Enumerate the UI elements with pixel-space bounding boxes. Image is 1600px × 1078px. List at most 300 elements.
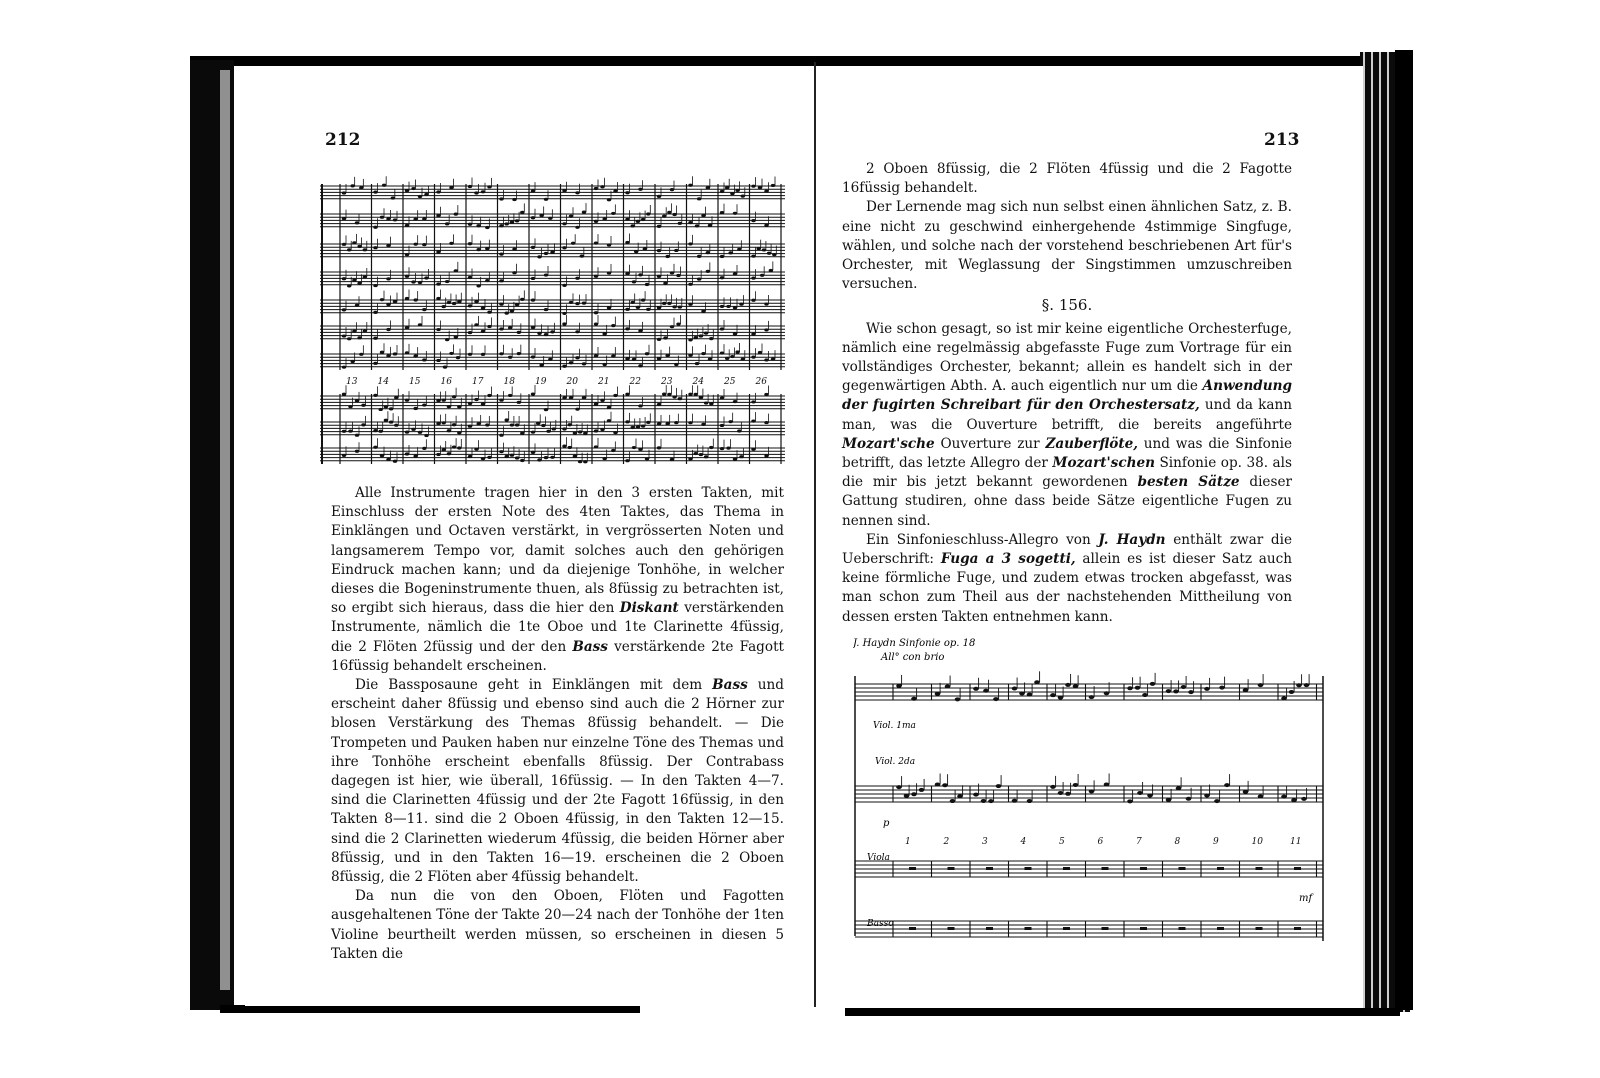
note-head bbox=[510, 221, 514, 224]
note-head bbox=[1166, 798, 1172, 802]
note-head bbox=[704, 332, 708, 335]
note-head bbox=[706, 270, 710, 273]
note-head bbox=[452, 395, 456, 398]
note-head bbox=[751, 185, 755, 188]
page-number: 212 bbox=[325, 130, 361, 150]
note-head bbox=[625, 272, 629, 275]
note-head bbox=[411, 280, 415, 283]
example-tempo: All° con brio bbox=[881, 652, 945, 663]
note-head bbox=[512, 271, 516, 274]
haydn-music-example bbox=[853, 636, 1333, 966]
note-head bbox=[706, 251, 710, 254]
note-head bbox=[474, 323, 478, 326]
paragraph bbox=[331, 676, 784, 887]
note-head bbox=[468, 223, 472, 226]
note-head bbox=[600, 399, 604, 402]
emphasis-run: Mozart'sche bbox=[842, 435, 935, 452]
measure-number: 23 bbox=[661, 377, 673, 387]
note-head bbox=[394, 424, 398, 427]
note-head bbox=[688, 393, 692, 396]
note-head bbox=[393, 218, 397, 221]
note-head bbox=[517, 401, 521, 404]
note-head bbox=[957, 794, 963, 798]
note-head bbox=[413, 455, 417, 458]
note-head bbox=[1289, 690, 1295, 694]
note-head bbox=[594, 354, 598, 357]
note-head bbox=[632, 446, 636, 449]
note-head bbox=[950, 799, 956, 803]
note-head bbox=[468, 304, 472, 307]
text-run: und da kann man, was die Ouverture betrifft, die bereits angeführte bbox=[842, 397, 1292, 433]
note-head bbox=[442, 448, 446, 451]
measure-number: 15 bbox=[409, 377, 421, 387]
note-head bbox=[531, 431, 535, 434]
note-head bbox=[764, 190, 768, 193]
note-head bbox=[583, 460, 587, 463]
note-head bbox=[594, 445, 598, 448]
note-head bbox=[720, 305, 724, 308]
measure-number: 10 bbox=[1251, 837, 1263, 847]
paragraph bbox=[842, 531, 1292, 627]
note-head bbox=[751, 219, 755, 222]
note-head bbox=[613, 394, 617, 397]
text-run: 2 Oboen 8füssig, die 2 Flöten 4füssig und die 2 Fagotte 16füssig behandelt. bbox=[842, 161, 1292, 197]
note-head bbox=[386, 458, 390, 461]
note-head bbox=[762, 248, 766, 251]
note-head bbox=[550, 456, 554, 459]
note-head bbox=[411, 187, 415, 190]
note-head bbox=[452, 302, 456, 305]
rest bbox=[948, 927, 955, 930]
note-head bbox=[1058, 696, 1064, 700]
note-head bbox=[342, 366, 346, 369]
rest bbox=[1256, 927, 1263, 930]
note-head bbox=[405, 253, 409, 256]
note-head bbox=[697, 277, 701, 280]
measure-number: 5 bbox=[1059, 837, 1065, 847]
note-head bbox=[611, 449, 615, 452]
note-head bbox=[389, 407, 393, 410]
measure-number: 22 bbox=[629, 377, 641, 387]
note-head bbox=[709, 446, 713, 449]
note-head bbox=[645, 352, 649, 355]
text-run: verstärkende 2te Fagott 16füssig behandelt erscheinen. bbox=[331, 638, 784, 674]
note-head bbox=[436, 214, 440, 217]
note-head bbox=[393, 300, 397, 303]
note-head bbox=[636, 306, 640, 309]
note-head bbox=[1104, 782, 1110, 786]
note-head bbox=[575, 302, 579, 305]
note-head bbox=[625, 191, 629, 194]
note-head bbox=[531, 246, 535, 249]
note-head bbox=[646, 308, 650, 311]
note-head bbox=[663, 282, 667, 285]
note-head bbox=[386, 303, 390, 306]
note-head bbox=[520, 211, 524, 214]
note-head bbox=[424, 434, 428, 437]
note-head bbox=[456, 356, 460, 359]
note-head bbox=[386, 217, 390, 220]
note-head bbox=[726, 447, 730, 450]
note-head bbox=[709, 337, 713, 340]
note-head bbox=[352, 241, 356, 244]
note-head bbox=[373, 394, 377, 397]
text-run: allein es ist dieser Satz auch keine förmliche Fuge, und zudem etwas trocken abgefasst, was man schon zum Theil aus der nachstehenden Mittheilung von dessen ersten Takten entnehmen kann. bbox=[842, 551, 1292, 625]
note-head bbox=[911, 792, 917, 796]
note-head bbox=[536, 422, 540, 425]
note-head bbox=[896, 684, 902, 688]
note-head bbox=[688, 457, 692, 460]
note-head bbox=[772, 253, 776, 256]
note-head bbox=[355, 221, 359, 224]
rest bbox=[909, 867, 916, 870]
note-head bbox=[646, 421, 650, 424]
note-head bbox=[562, 246, 566, 249]
note-head bbox=[342, 277, 346, 280]
note-head bbox=[701, 310, 705, 313]
note-head bbox=[391, 196, 395, 199]
note-head bbox=[1073, 684, 1079, 688]
note-head bbox=[1214, 799, 1220, 803]
note-head bbox=[442, 399, 446, 402]
note-head bbox=[607, 406, 611, 409]
note-head bbox=[499, 398, 503, 401]
note-head bbox=[447, 429, 451, 432]
note-head bbox=[602, 457, 606, 460]
note-head bbox=[546, 430, 550, 433]
note-head bbox=[1204, 793, 1210, 797]
note-head bbox=[512, 198, 516, 201]
note-head bbox=[625, 218, 629, 221]
note-head bbox=[737, 248, 741, 251]
label-basso: Basso bbox=[867, 919, 894, 929]
note-head bbox=[447, 452, 451, 455]
note-head bbox=[373, 284, 377, 287]
measure-number: 17 bbox=[472, 377, 484, 387]
note-head bbox=[447, 405, 451, 408]
text-run: Der Lernende mag sich nun selbst einen ähnlichen Satz, z. B. eine nicht zu geschwind einhergehende 4stimmige Singfuge, wählen, und solche nach der vorstehend beschriebenen Art für's Orchester, mit Weglassung der Singstimmen umzuschreiben versuchen. bbox=[842, 199, 1292, 293]
note-head bbox=[1188, 690, 1194, 694]
note-head bbox=[515, 219, 519, 222]
note-head bbox=[380, 298, 384, 301]
note-head bbox=[667, 393, 671, 396]
text-run: Sinfonie op. 38. als die mir bis jetzt bekannt gewordenen bbox=[842, 455, 1292, 491]
measure-number: 1 bbox=[905, 837, 911, 847]
note-head bbox=[487, 185, 491, 188]
rest bbox=[909, 927, 916, 930]
note-head bbox=[583, 432, 587, 435]
book-bottom-edge-left bbox=[220, 1005, 640, 1013]
measure-number: 4 bbox=[1020, 837, 1027, 847]
note-head bbox=[481, 457, 485, 460]
note-head bbox=[676, 322, 680, 325]
note-head bbox=[720, 447, 724, 450]
note-head bbox=[771, 184, 775, 187]
note-head bbox=[445, 222, 449, 225]
note-head bbox=[510, 309, 514, 312]
note-head bbox=[720, 351, 724, 354]
measure-number: 9 bbox=[1213, 837, 1219, 847]
note-head bbox=[357, 336, 361, 339]
note-head bbox=[531, 277, 535, 280]
note-head bbox=[657, 195, 661, 198]
note-head bbox=[645, 457, 649, 460]
note-head bbox=[706, 186, 710, 189]
note-head bbox=[733, 212, 737, 215]
note-head bbox=[632, 280, 636, 283]
note-head bbox=[568, 446, 572, 449]
note-head bbox=[672, 213, 676, 216]
note-head bbox=[625, 308, 629, 311]
note-head bbox=[739, 455, 743, 458]
paragraph bbox=[842, 198, 1292, 294]
note-head bbox=[568, 423, 572, 426]
note-head bbox=[594, 429, 598, 432]
note-head bbox=[578, 430, 582, 433]
note-head bbox=[487, 394, 491, 397]
note-head bbox=[674, 249, 678, 252]
note-head bbox=[771, 357, 775, 360]
note-head bbox=[449, 186, 453, 189]
note-head bbox=[1027, 693, 1033, 697]
note-head bbox=[445, 338, 449, 341]
note-head bbox=[454, 269, 458, 272]
note-head bbox=[499, 303, 503, 306]
note-head bbox=[657, 422, 661, 425]
right-page-body-text bbox=[842, 160, 1292, 627]
note-head bbox=[600, 185, 604, 188]
note-head bbox=[607, 243, 611, 246]
note-head bbox=[697, 255, 701, 258]
note-head bbox=[436, 453, 440, 456]
note-head bbox=[481, 330, 485, 333]
note-head bbox=[582, 211, 586, 214]
note-head bbox=[1150, 682, 1156, 686]
note-head bbox=[1296, 683, 1302, 687]
note-head bbox=[1089, 789, 1095, 793]
note-head bbox=[544, 308, 548, 311]
note-head bbox=[424, 193, 428, 196]
note-head bbox=[678, 305, 682, 308]
note-head bbox=[476, 224, 480, 227]
note-head bbox=[1176, 786, 1182, 790]
note-head bbox=[600, 428, 604, 431]
note-head bbox=[758, 351, 762, 354]
note-head bbox=[602, 363, 606, 366]
note-head bbox=[728, 420, 732, 423]
note-head bbox=[625, 393, 629, 396]
note-head bbox=[380, 351, 384, 354]
note-head bbox=[405, 351, 409, 354]
dynamic-mf: mf bbox=[1299, 893, 1313, 904]
note-head bbox=[657, 403, 661, 406]
note-head bbox=[631, 224, 635, 227]
note-head bbox=[955, 697, 961, 701]
note-head bbox=[670, 458, 674, 461]
paragraph bbox=[842, 320, 1292, 531]
book-bottom-edge-right bbox=[845, 1008, 1400, 1016]
note-head bbox=[1219, 686, 1225, 690]
note-head bbox=[911, 697, 917, 701]
note-head bbox=[436, 283, 440, 286]
note-head bbox=[531, 190, 535, 193]
rest bbox=[1140, 867, 1147, 870]
note-head bbox=[764, 393, 768, 396]
note-head bbox=[725, 357, 729, 360]
note-head bbox=[355, 434, 359, 437]
rest bbox=[1025, 867, 1032, 870]
rest bbox=[986, 867, 993, 870]
note-head bbox=[562, 444, 566, 447]
note-head bbox=[1127, 799, 1133, 803]
note-head bbox=[520, 298, 524, 301]
note-head bbox=[678, 397, 682, 400]
note-head bbox=[1173, 689, 1179, 693]
note-head bbox=[505, 418, 509, 421]
note-head bbox=[379, 430, 383, 433]
note-head bbox=[638, 364, 642, 367]
note-head bbox=[764, 224, 768, 227]
note-head bbox=[594, 311, 598, 314]
note-head bbox=[457, 446, 461, 449]
note-head bbox=[537, 332, 541, 335]
note-head bbox=[582, 362, 586, 365]
note-head bbox=[575, 408, 579, 411]
rest bbox=[1217, 867, 1224, 870]
note-head bbox=[688, 338, 692, 341]
note-head bbox=[694, 452, 698, 455]
note-head bbox=[487, 456, 491, 459]
note-head bbox=[442, 305, 446, 308]
note-head bbox=[896, 785, 902, 789]
note-head bbox=[373, 337, 377, 340]
note-head bbox=[935, 782, 941, 786]
note-head bbox=[445, 280, 449, 283]
note-head bbox=[625, 357, 629, 360]
note-head bbox=[1065, 792, 1071, 796]
text-run: dieser Gattung studiren, ohne dass beide Sätze eigentliche Fugen zu nennen sind. bbox=[842, 474, 1292, 529]
note-head bbox=[539, 363, 543, 366]
note-head bbox=[741, 358, 745, 361]
note-head bbox=[447, 301, 451, 304]
note-head bbox=[363, 329, 367, 332]
note-head bbox=[537, 458, 541, 461]
note-head bbox=[468, 425, 472, 428]
note-head bbox=[548, 217, 552, 220]
note-head bbox=[733, 400, 737, 403]
note-head bbox=[510, 454, 514, 457]
note-head bbox=[405, 399, 409, 402]
note-head bbox=[688, 221, 692, 224]
text-run: Wie schon gesagt, so ist mir keine eigentliche Orchesterfuge, nämlich eine regelmässig abgefasste Fuge zum Vortrage für ein vollständiges Orchester, bekannt; allein es handelt sich in der gegenwärtigen Abth. A. auch eigentlich nur um die bbox=[842, 320, 1292, 395]
note-head bbox=[634, 250, 638, 253]
note-head bbox=[726, 305, 730, 308]
note-head bbox=[988, 799, 994, 803]
note-head bbox=[741, 195, 745, 198]
note-head bbox=[569, 361, 573, 364]
note-head bbox=[733, 306, 737, 309]
note-head bbox=[505, 222, 509, 225]
note-head bbox=[544, 198, 548, 201]
note-head bbox=[342, 308, 346, 311]
note-head bbox=[499, 327, 503, 330]
note-head bbox=[751, 400, 755, 403]
note-head bbox=[517, 352, 521, 355]
note-head bbox=[1104, 691, 1110, 695]
emphasis-run: Bass bbox=[712, 677, 748, 694]
note-head bbox=[935, 692, 941, 696]
note-head bbox=[594, 275, 598, 278]
note-head bbox=[436, 190, 440, 193]
section-heading: §. 156. bbox=[1041, 296, 1093, 315]
note-head bbox=[520, 459, 524, 462]
note-head bbox=[474, 300, 478, 303]
note-head bbox=[468, 331, 472, 334]
note-head bbox=[531, 392, 535, 395]
note-head bbox=[769, 269, 773, 272]
note-head bbox=[405, 431, 409, 434]
note-head bbox=[678, 222, 682, 225]
note-head bbox=[436, 359, 440, 362]
note-head bbox=[725, 186, 729, 189]
note-head bbox=[1019, 691, 1025, 695]
note-head bbox=[1012, 687, 1018, 691]
book-top-edge bbox=[190, 56, 1410, 66]
note-head bbox=[342, 430, 346, 433]
note-head bbox=[373, 311, 377, 314]
note-head bbox=[594, 220, 598, 223]
right-page bbox=[818, 66, 1363, 1008]
text-run: Ouverture zur bbox=[934, 435, 1046, 452]
note-head bbox=[1243, 790, 1249, 794]
note-head bbox=[531, 299, 535, 302]
note-head bbox=[764, 358, 768, 361]
note-head bbox=[562, 284, 566, 287]
note-head bbox=[476, 284, 480, 287]
note-head bbox=[730, 192, 734, 195]
note-head bbox=[764, 421, 768, 424]
note-head bbox=[607, 306, 611, 309]
note-head bbox=[641, 218, 645, 221]
text-run: Da nun die von den Oboen, Flöten und Fagotten ausgehaltenen Töne der Takte 20—24 nach der Tonhöhe der 1ten Violine beurtheilt werden müssen, so erscheinen in diesen 5 Takten die bbox=[331, 888, 784, 962]
note-head bbox=[676, 274, 680, 277]
note-head bbox=[454, 213, 458, 216]
note-head bbox=[1034, 680, 1040, 684]
note-head bbox=[342, 454, 346, 457]
note-head bbox=[552, 427, 556, 430]
note-head bbox=[352, 330, 356, 333]
note-head bbox=[607, 419, 611, 422]
note-head bbox=[657, 249, 661, 252]
note-head bbox=[1204, 687, 1210, 691]
note-head bbox=[688, 303, 692, 306]
note-head bbox=[550, 251, 554, 254]
measure-number: 19 bbox=[535, 377, 547, 387]
note-head bbox=[751, 420, 755, 423]
note-head bbox=[457, 405, 461, 408]
note-head bbox=[348, 405, 352, 408]
note-head bbox=[751, 299, 755, 302]
note-head bbox=[751, 448, 755, 451]
note-head bbox=[474, 191, 478, 194]
note-head bbox=[352, 279, 356, 282]
note-head bbox=[411, 428, 415, 431]
note-head bbox=[373, 191, 377, 194]
rest bbox=[1140, 927, 1147, 930]
note-head bbox=[373, 446, 377, 449]
note-head bbox=[422, 217, 426, 220]
note-head bbox=[594, 241, 598, 244]
